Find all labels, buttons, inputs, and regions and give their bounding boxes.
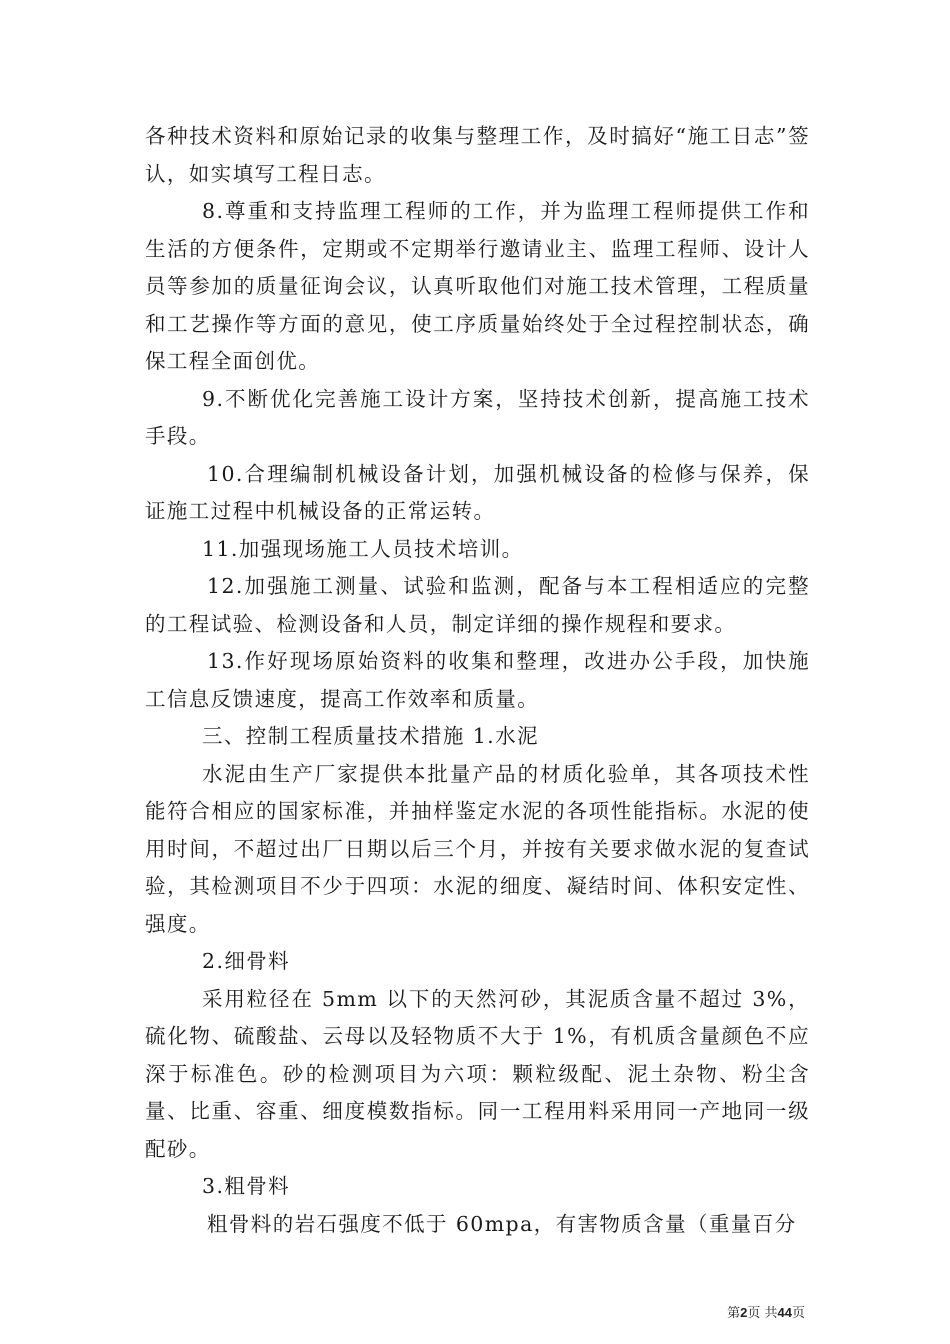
footer-prefix: 第 — [727, 1306, 741, 1321]
paragraph-cement: 水泥由生产厂家提供本批量产品的材质化验单，其各项技术性能符合相应的国家标准，并抽样鉴定水泥的各项性能指标。水泥的使用时间，不超过出厂日期以后三个月，并按有关要求做水泥的复查试验，其检测项目不少于四项：水泥的细度、凝结时间、体积安定性、强度。 — [145, 761, 810, 936]
paragraph-item-8: 8.尊重和支持监理工程师的工作，并为监理工程师提供工作和生活的方便条件，定期或不定期举行邀请业主、监理工程师、设计人员等参加的质量征询会议，认真听取他们对施工技术管理，工程质量和工艺操作等方面的意见，使工序质量始终处于全过程控制状态，确保工程全面创优。 — [145, 199, 810, 373]
paragraph-item-11: 11.加强现场施工人员技术培训。 — [202, 536, 524, 561]
paragraph-item-10: 10.合理编制机械设备计划，加强机械设备的检修与保养，保证施工过程中机械设备的正常运转。 — [145, 461, 810, 523]
footer-middle: 页 共 — [747, 1306, 778, 1321]
paragraph-coarse-aggregate: 粗骨料的岩石强度不低于 60mpa，有害物质含量（重量百分 — [207, 1211, 797, 1236]
total-page-count: 44 — [777, 1305, 792, 1320]
paragraph-fine-aggregate: 采用粒径在 5mm 以下的天然河砂，其泥质含量不超过 3%，硫化物、硫酸盐、云母以及轻物质不大于 1%，有机质含量颜色不应深于标准色。砂的检测项目为六项：颗粒级配、泥土杂物、粉尘含量、比重、容重、细度模数指标。同一工程用料采用同一产地同一级配砂。 — [145, 986, 810, 1161]
page-number-footer — [727, 1302, 805, 1321]
subheading-fine-aggregate: 2.细骨料 — [202, 949, 291, 973]
section-heading-quality-measures: 三、控制工程质量技术措施 1.水泥 — [202, 724, 539, 748]
paragraph-continuation: 各种技术资料和原始记录的收集与整理工作，及时搞好“施工日志”签认，如实填写工程日志。 — [145, 124, 810, 186]
body-text — [145, 118, 810, 1243]
subheading-coarse-aggregate: 3.粗骨料 — [202, 1174, 291, 1198]
paragraph-item-13: 13.作好现场原始资料的收集和整理，改进办公手段，加快施工信息反馈速度，提高工作效率和质量。 — [145, 649, 810, 711]
paragraph-item-9: 9.不断优化完善施工设计方案，坚持技术创新，提高施工技术手段。 — [145, 386, 810, 448]
current-page-number: 2 — [740, 1305, 748, 1320]
paragraph-item-12: 12.加强施工测量、试验和监测，配备与本工程相适应的完整的工程试验、检测设备和人员，制定详细的操作规程和要求。 — [145, 574, 810, 636]
footer-suffix: 页 — [791, 1306, 805, 1321]
